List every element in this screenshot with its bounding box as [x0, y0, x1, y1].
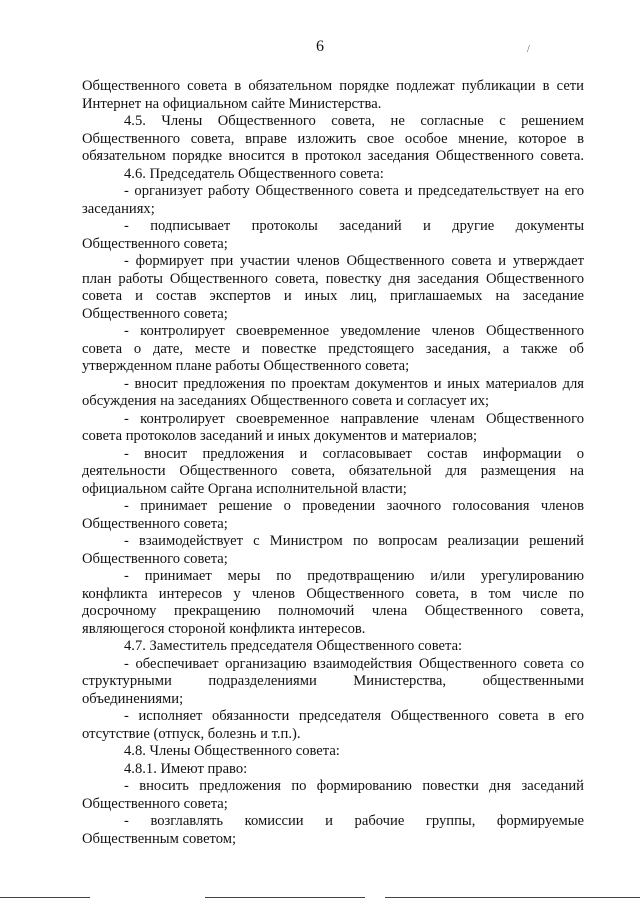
text-line: - организует работу Общественного совета и председательствует на его: [124, 183, 584, 199]
text-line: - формирует при участии членов Общественного совета и утверждает: [124, 253, 584, 269]
text-line: Общественным советом;: [82, 830, 237, 847]
text-line: - подписывает протоколы заседаний и другие документы: [124, 218, 584, 234]
scan-edge-line: [205, 897, 365, 898]
text-line: 4.7. Заместитель председателя Общественного совета:: [124, 638, 463, 654]
text-line: Общественного совета;: [82, 550, 228, 567]
text-line: - обеспечивает организацию взаимодействия Общественного совета со: [124, 655, 584, 672]
text-line: 4.8.1. Имеют право:: [124, 760, 248, 777]
text-line: отсутствие (отпуск, болезнь и т.п.).: [82, 725, 301, 742]
text-line: 4.5. Члены Общественного совета, не согласные с решением: [124, 113, 584, 129]
text-line: конфликта интересов у членов Общественного совета, в том числе по: [82, 585, 584, 602]
text-line: совета и состав экспертов и иных лиц, приглашаемых на заседание: [82, 288, 584, 304]
text-line: Общественного совета;: [82, 305, 228, 322]
scan-speck: /: [527, 44, 530, 55]
text-line: - вносит предложения и согласовывает состав информации о: [124, 445, 584, 462]
text-line: - контролирует своевременное направление членам Общественного: [124, 410, 584, 427]
scan-edge-line: [385, 897, 640, 898]
text-line: утвержденном плане работы Общественного совета;: [82, 358, 410, 374]
text-line: Общественного совета в обязательном порядке подлежат публикации в сети: [82, 78, 584, 94]
text-line: деятельности Общественного совета, обязательной для размещения на: [82, 463, 584, 479]
text-line: 4.6. Председатель Общественного совета:: [124, 165, 384, 182]
text-line: объединениями;: [82, 690, 184, 707]
text-line: структурными подразделениями Министерства, общественными: [82, 673, 584, 689]
text-line: Общественного совета;: [82, 795, 228, 812]
text-line: досрочному прекращению полномочий члена Общественного совета,: [82, 603, 584, 619]
text-line: - контролирует своевременное уведомление членов Общественного: [124, 323, 584, 339]
text-line: 4.8. Члены Общественного совета:: [124, 743, 340, 759]
text-line: Общественного совета;: [82, 235, 228, 252]
text-line: официальном сайте Органа исполнительной власти;: [82, 480, 407, 497]
text-line: - вносит предложения по проектам документов и иных материалов для: [124, 375, 584, 392]
text-line: совета о дате, месте и повестке предстоящего заседания, а также об: [82, 340, 584, 357]
text-line: Общественного совета, вправе изложить свое особое мнение, которое в: [82, 130, 584, 147]
text-line: обсуждения на заседаниях Общественного совета и согласует их;: [82, 393, 490, 409]
text-line: - вносить предложения по формированию повестки дня заседаний: [124, 778, 584, 794]
text-line: заседаниях;: [82, 200, 155, 217]
document-body: [82, 78, 584, 848]
text-line: - принимает меры по предотвращению и/или урегулированию: [124, 568, 584, 584]
scan-edge-line: [0, 897, 90, 898]
text-line: план работы Общественного совета, повестку дня заседания Общественного: [82, 270, 584, 287]
text-line: являющегося стороной конфликта интересов.: [82, 620, 366, 637]
text-line: Общественного совета;: [82, 515, 228, 532]
text-line: - возглавлять комиссии и рабочие группы, формируемые: [124, 813, 584, 829]
text-line: - взаимодействует с Министром по вопросам реализации решений: [124, 533, 584, 549]
page-number: 6: [316, 38, 324, 55]
text-line: - принимает решение о проведении заочного голосования членов: [124, 498, 584, 514]
text-line: совета протоколов заседаний и иных документов и материалов;: [82, 428, 478, 444]
text-line: Интернет на официальном сайте Министерства.: [82, 95, 382, 112]
text-line: обязательном порядке вносится в протокол заседания Общественного совета.: [82, 148, 584, 164]
text-line: - исполняет обязанности председателя Общественного совета в его: [124, 708, 584, 724]
